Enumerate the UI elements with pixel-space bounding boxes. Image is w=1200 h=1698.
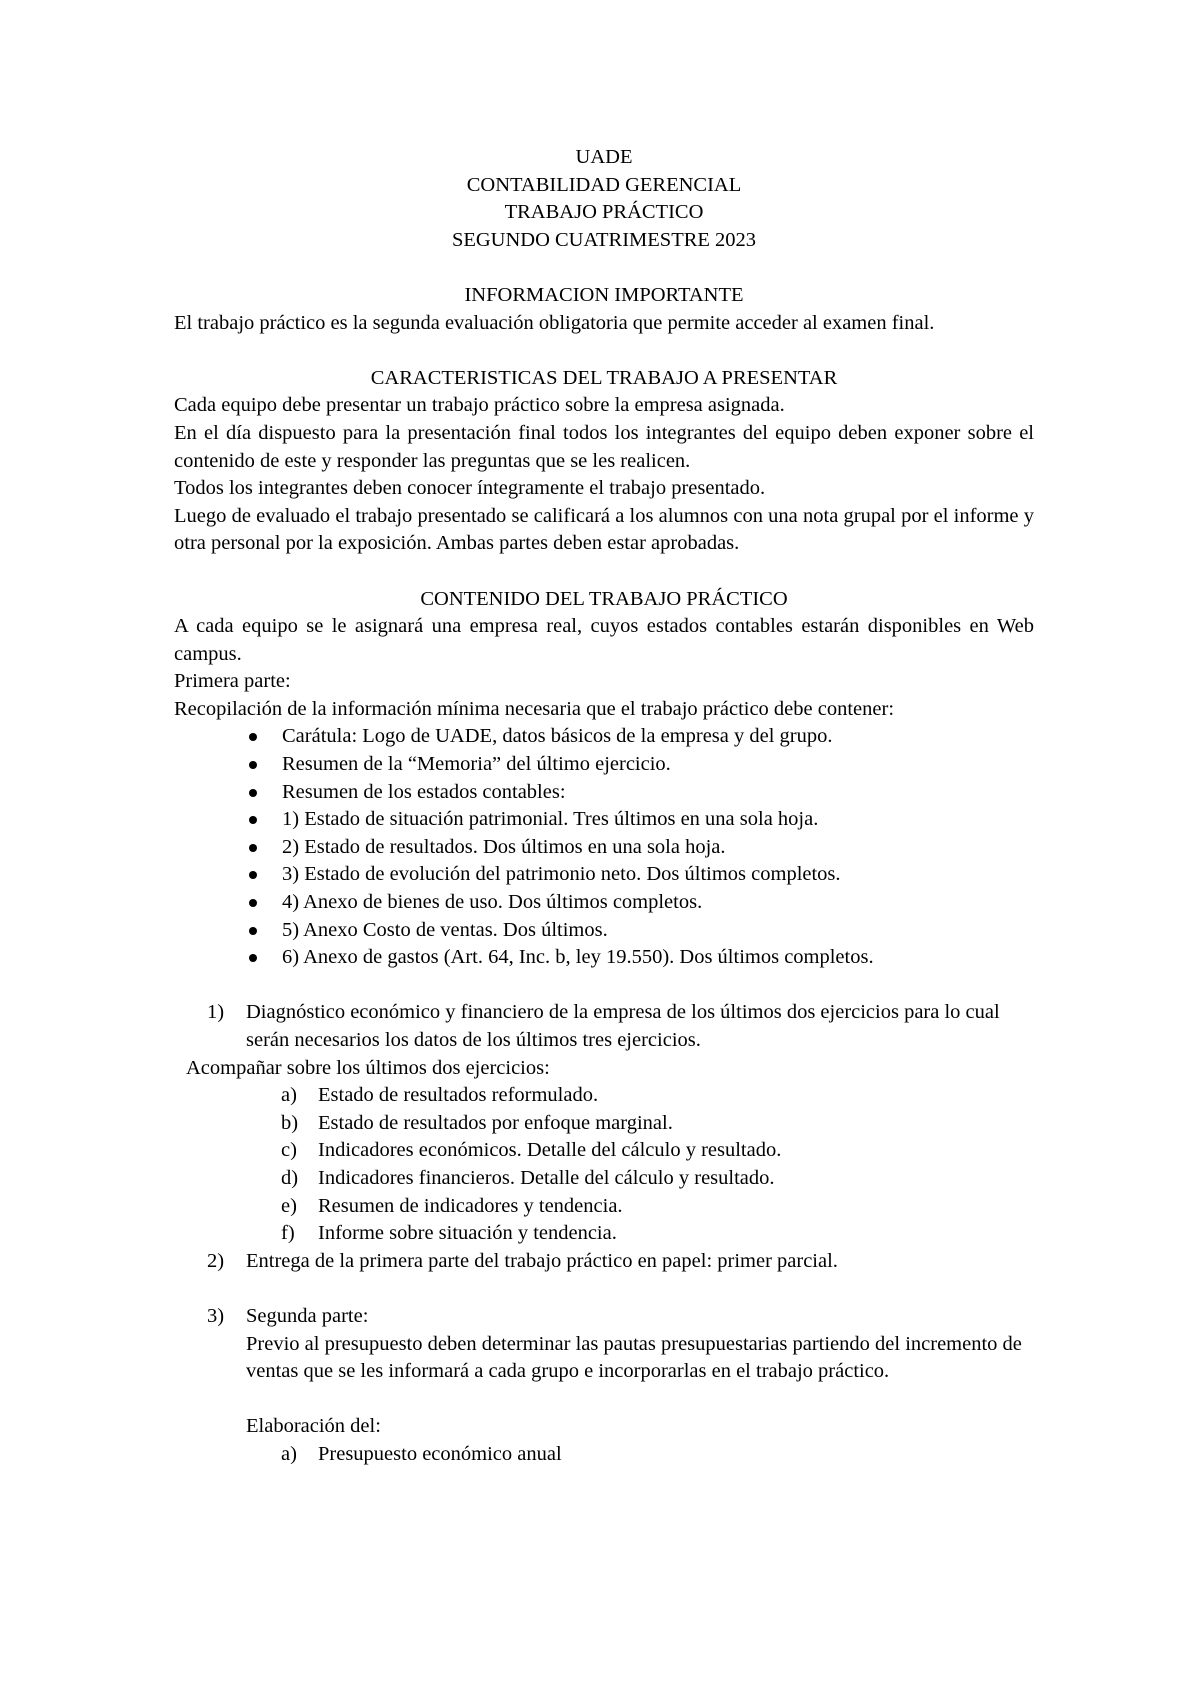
list-item: f) Informe sobre situación y tendencia. [281,1222,617,1245]
numbered-item-2 [174,1248,1034,1276]
section-title-contenido: CONTENIDO DEL TRABAJO PRÁCTICO [420,587,788,610]
bullet-icon [249,899,257,907]
item-text: Segunda parte: [246,1304,369,1327]
bullet-icon [249,844,257,852]
course-name: CONTABILIDAD GERENCIAL [466,173,742,196]
term: SEGUNDO CUATRIMESTRE 2023 [451,228,757,251]
bullet-icon [249,816,257,824]
sub-list-1 [174,1082,1034,1248]
elaboracion-text: Elaboración del: [246,1415,381,1438]
list-item: 5) Anexo Costo de ventas. Dos últimos. [174,917,1034,945]
list-item: Resumen de la “Memoria” del último ejercicio. [174,751,1034,779]
bullet-icon [249,733,257,741]
spacer [174,972,1034,1000]
spacer [174,1275,1034,1303]
contenido-paragraph-1: A cada equipo se le asignará una empresa real, cuyos estados contables estarán disponibles en Web campus. [174,615,1034,665]
section-title-caracteristicas: CARACTERISTICAS DEL TRABAJO A PRESENTAR [370,366,838,389]
segunda-parte-paragraph: Previo al presupuesto deben determinar las pautas presupuestarias partiendo del incremento de ventas que se les informará a cada grupo e incorporarlas en el trabajo práctico. [246,1332,1022,1383]
list-item: e) Resumen de indicadores y tendencia. [281,1194,623,1217]
acompanar-text: Acompañar sobre los últimos dos ejercicios: [186,1056,550,1079]
list-item: c) Indicadores económicos. Detalle del cálculo y resultado. [281,1139,782,1162]
bullet-icon [249,789,257,797]
document-title: TRABAJO PRÁCTICO [504,201,704,224]
bullet-icon [249,927,257,935]
list-item: 6) Anexo de gastos (Art. 64, Inc. b, ley 19.550). Dos últimos completos. [174,944,1034,972]
institution-name: UADE [575,146,633,168]
spacer [174,337,1034,365]
header-block [174,144,1034,254]
item-text: Entrega de la primera parte del trabajo práctico en papel: primer parcial. [246,1249,838,1272]
contenido-paragraph-2: Primera parte: [174,670,291,693]
bullet-list [174,723,1034,971]
item-number: 2) [207,1249,225,1272]
item-number: 3) [207,1304,225,1327]
numbered-item-3 [174,1303,1034,1331]
bullet-icon [249,761,257,769]
sub-list-3 [174,1441,1034,1469]
spacer [174,254,1034,282]
numbered-item-1 [174,999,1034,1054]
list-item: Carátula: Logo de UADE, datos básicos de la empresa y del grupo. [174,723,1034,751]
list-item: 3) Estado de evolución del patrimonio neto. Dos últimos completos. [174,861,1034,889]
info-paragraph: El trabajo práctico es la segunda evaluación obligatoria que permite acceder al examen final. [174,311,935,334]
list-item: 4) Anexo de bienes de uso. Dos últimos completos. [174,889,1034,917]
item-number: 1) [207,1001,225,1024]
list-item: 2) Estado de resultados. Dos últimos en una sola hoja. [174,834,1034,862]
list-item: a) Estado de resultados reformulado. [281,1084,599,1107]
bullet-icon [249,871,257,879]
spacer [174,1386,1034,1414]
list-item: a) Presupuesto económico anual [281,1442,562,1465]
document-content [174,144,1034,1469]
contenido-paragraph-3: Recopilación de la información mínima necesaria que el trabajo práctico debe contener: [174,697,895,720]
list-item: d) Indicadores financieros. Detalle del cálculo y resultado. [281,1166,775,1189]
caracteristicas-paragraph-1: Cada equipo debe presentar un trabajo práctico sobre la empresa asignada. [174,394,785,417]
section-title-info: INFORMACION IMPORTANTE [464,283,744,306]
spacer [174,558,1034,586]
list-item: Resumen de los estados contables: [174,779,1034,807]
bullet-icon [249,954,257,962]
list-item: 1) Estado de situación patrimonial. Tres últimos en una sola hoja. [174,806,1034,834]
caracteristicas-paragraph-4: Luego de evaluado el trabajo presentado se calificará a los alumnos con una nota grupal por el informe y otra personal por la exposición. Ambas partes deben estar aprobadas. [174,504,1034,555]
caracteristicas-paragraph-2: En el día dispuesto para la presentación final todos los integrantes del equipo deben exponer sobre el contenido de este y responder las preguntas que se les realicen. [174,421,1034,472]
item-text: Diagnóstico económico y financiero de la empresa de los últimos dos ejercicios para lo cual serán necesarios los datos de los últimos tres ejercicios. [246,1001,1000,1051]
list-item: b) Estado de resultados por enfoque marginal. [281,1111,673,1134]
caracteristicas-paragraph-3: Todos los integrantes deben conocer íntegramente el trabajo presentado. [174,477,766,500]
